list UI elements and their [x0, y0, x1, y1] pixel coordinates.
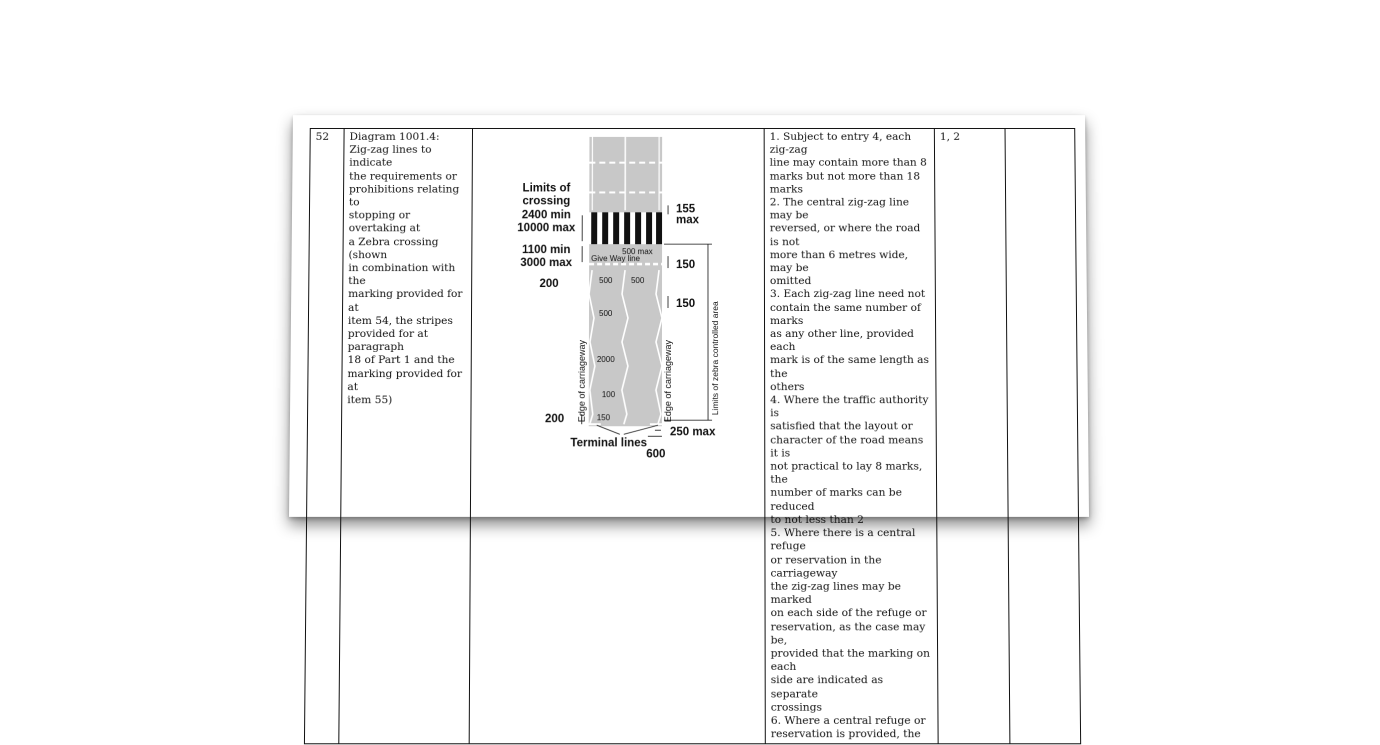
dim-600: 600 [646, 448, 665, 460]
note-line: line may contain more than 8 [770, 157, 929, 170]
note-line: 2. The central zig-zag line may be [770, 196, 930, 222]
dim-500: 500 [631, 276, 645, 285]
leader-line [597, 425, 620, 434]
zebra-stripe [635, 212, 641, 244]
note-line: marks but not more than 18 marks [770, 170, 930, 196]
dim-150: 150 [676, 298, 695, 310]
note-line: reservation is provided, the [771, 728, 933, 741]
item-number: 52 [316, 131, 330, 143]
description-line: 18 of Part 1 and the [348, 354, 466, 367]
edge-of-carriageway-label: Edge of carriageway [577, 339, 587, 422]
note-line: crossings [771, 701, 933, 714]
limits-max: 10000 max [517, 222, 576, 234]
description-line: provided for at paragraph [348, 328, 466, 354]
dim-500: 500 [599, 309, 613, 318]
description-line: a Zebra crossing (shown [348, 236, 466, 262]
dim-200: 200 [545, 413, 564, 425]
item-number-cell [304, 128, 344, 744]
description-line: item 55) [347, 394, 465, 407]
zebra-stripe [624, 212, 630, 244]
note-line: to not less than 2 [770, 514, 931, 527]
dim-max: max [676, 214, 700, 226]
zebra-stripe [656, 212, 662, 244]
note-line: more than 6 metres wide, may be [770, 249, 930, 275]
note-line: not practical to lay 8 marks, the [770, 461, 931, 488]
note-line: number of marks can be reduced [770, 487, 931, 514]
zebra-controlled-area-label: Limits of zebra controlled area [710, 301, 720, 415]
note-line: 3. Each zig-zag line need not [770, 288, 930, 301]
dim-500: 500 [599, 276, 613, 285]
zebra-stripe [602, 212, 608, 244]
zebra-stripe [646, 212, 652, 244]
note-line: satisfied that the layout or [770, 421, 931, 434]
give-way-label: Give Way line [591, 254, 641, 263]
description-line: item 54, the stripes [348, 315, 466, 328]
notes-cell [764, 128, 938, 744]
limits-label: Limits of [523, 182, 571, 194]
note-line: character of the road means it is [770, 434, 931, 461]
note-line: reservation, as the case may be, [771, 621, 932, 648]
empty-cell [1005, 128, 1081, 744]
dim-150: 150 [597, 413, 611, 422]
description-line: marking provided for at [348, 288, 466, 314]
terminal-lines-label: Terminal lines [570, 437, 647, 449]
description-line: the requirements or [349, 170, 467, 183]
table-row [304, 128, 1080, 744]
reference-value: 1, 2 [940, 131, 960, 143]
description-cell [339, 128, 473, 744]
dim-100: 100 [602, 390, 616, 399]
dim-1100: 1100 min [522, 244, 570, 256]
note-line: 5. Where there is a central refuge [770, 527, 931, 554]
limits-min: 2400 min [522, 209, 571, 221]
document-page [289, 115, 1089, 517]
zebra-stripe [591, 212, 597, 244]
dim-250-max: 250 max [670, 426, 716, 438]
note-line: as any other line, provided each [770, 328, 930, 354]
dim-155: 155 [676, 203, 696, 215]
diagram-cell [469, 128, 765, 744]
description-line: Diagram 1001.4: [349, 131, 467, 144]
note-line: 4. Where the traffic authority is [770, 394, 930, 421]
dim-500-max: 500 max [622, 247, 653, 256]
limits-label: crossing [523, 195, 571, 207]
note-line: mark is of the same length as the [770, 354, 930, 380]
reference-cell [934, 128, 1010, 744]
note-line: reversed, or where the road is not [770, 223, 930, 249]
dim-3000: 3000 max [520, 257, 572, 269]
note-line: omitted [770, 275, 930, 288]
note-line: on each side of the refuge or [771, 607, 932, 620]
edge-of-carriageway-label: Edge of carriageway [663, 339, 673, 422]
note-line: provided that the marking on each [771, 647, 932, 674]
note-line: the zig-zag lines may be marked [771, 580, 932, 607]
diagram-1001-4 [471, 129, 765, 503]
dim-200: 200 [540, 278, 559, 290]
description-line: marking provided for at [347, 368, 465, 394]
description-line: stopping or overtaking at [349, 210, 467, 236]
note-line: 6. Where a central refuge or [771, 715, 933, 728]
regulation-table [304, 128, 1081, 745]
leader-line [624, 425, 658, 434]
note-line: side are indicated as separate [771, 674, 933, 701]
note-line: 1. Subject to entry 4, each zig-zag [770, 131, 929, 157]
note-line: contain the same number of marks [770, 302, 930, 328]
description-line: prohibitions relating to [349, 183, 467, 209]
description-line: in combination with the [348, 262, 466, 288]
note-line: or reservation in the carriageway [770, 554, 931, 581]
zebra-stripe [613, 212, 619, 244]
description-line: Zig-zag lines to indicate [349, 144, 467, 170]
note-line: others [770, 381, 930, 394]
dim-2000: 2000 [597, 355, 615, 364]
dim-150: 150 [676, 259, 695, 271]
